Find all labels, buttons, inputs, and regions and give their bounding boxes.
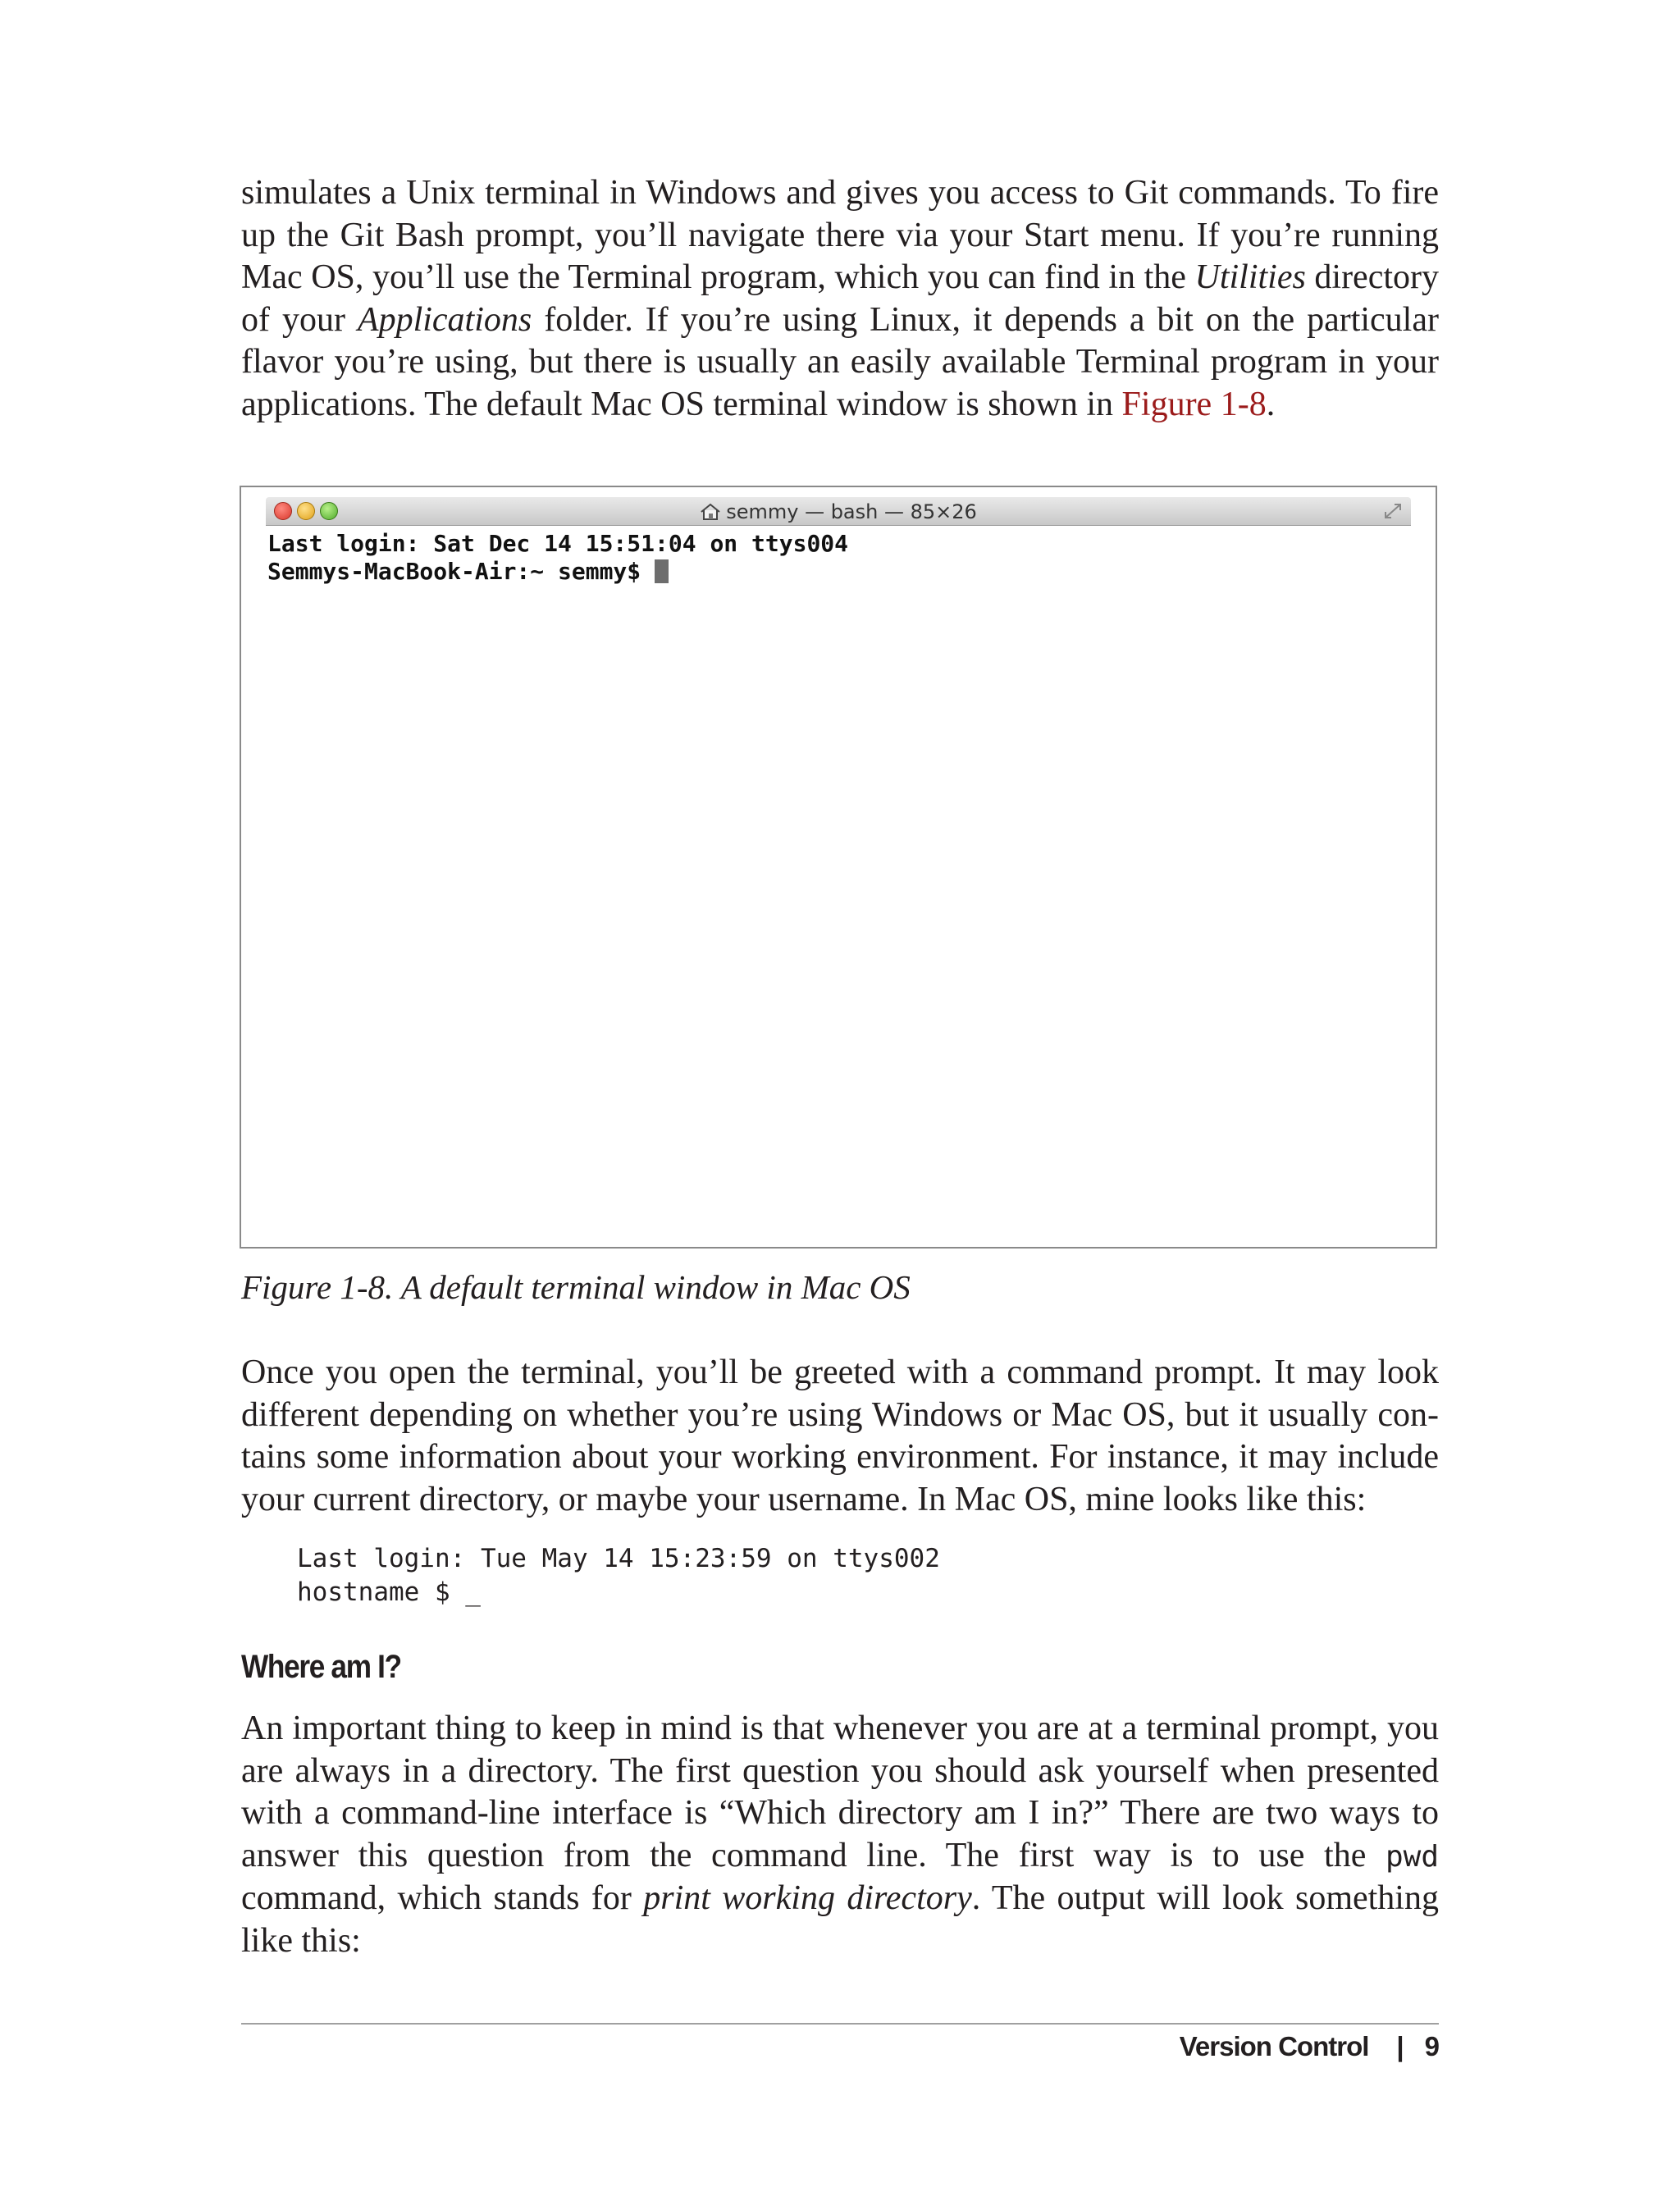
page-footer	[1180, 2031, 1439, 2062]
terminal-title-text: semmy — bash — 85×26	[726, 500, 977, 523]
code-line: Last login: Tue May 14 15:23:59 on ttys002	[297, 1544, 940, 1573]
terminal-window-figure	[240, 486, 1437, 1249]
terminal-output[interactable]	[267, 530, 848, 586]
figure-caption: Figure 1-8. A default terminal window in Mac OS	[241, 1268, 911, 1306]
paragraph-text: . The output will look something like this:	[241, 1879, 1439, 1960]
terminal-titlebar	[266, 497, 1411, 526]
page-body	[241, 172, 1439, 426]
terminal-cursor	[655, 559, 669, 583]
terminal-line-last-login: Last login: Sat Dec 14 15:51:04 on ttys004	[267, 530, 849, 557]
footer-separator: |	[1396, 2031, 1404, 2061]
paragraph-text: .	[1266, 385, 1276, 423]
terminal-prompt-line	[267, 558, 848, 586]
paragraph-command-prompt: Once you open the terminal, you’ll be greeted with a command prompt. It may look different depending on whether you’re using Windows or Mac OS, but it usually contains some information about your working environment. For instance, it may include your current directory, or maybe your username. In Mac OS, mine looks like this:	[241, 1354, 1439, 1518]
paragraph-text: directory of your	[241, 258, 1439, 339]
home-icon	[700, 503, 721, 521]
fullscreen-icon[interactable]	[1383, 502, 1403, 520]
paragraph-text: command, which stands for	[241, 1879, 644, 1917]
paragraph-text: folder. If you’re using Linux, it depends a bit on the particular flavor you’re using, but there is usually an easily available Terminal program in your applications. The default Mac OS terminal window is shown in	[241, 300, 1439, 423]
code-line: hostname $ _	[297, 1577, 481, 1607]
page-number: 9	[1424, 2031, 1439, 2061]
applications-emphasis: Applications	[357, 300, 532, 339]
utilities-emphasis: Utilities	[1194, 258, 1306, 296]
terminal-prompt: Semmys-MacBook-Air:~ semmy$	[267, 558, 655, 585]
section-heading: Where am I?	[241, 1649, 401, 1685]
figure-1-8-link[interactable]: Figure 1-8	[1121, 385, 1267, 423]
paragraph-where-am-i-wrapper	[241, 1708, 1439, 1962]
footer-section-title: Version Control	[1179, 2031, 1369, 2061]
paragraph-text: simulates a Unix terminal in Windows and gives you access to Git commands. To fire up the Git Bash prompt, you’ll navigate there via your Start menu. If you’re running Mac OS, you’ll use the Terminal program, which you can find in the	[241, 174, 1439, 296]
terminal-title	[266, 500, 1411, 523]
paragraph-text: An important thing to keep in mind is that whenever you are at a terminal prompt, you are always in a directory. The first question you should ask yourself when presented with a command-line interface is “Which directory am I in?” There are two ways to answer this question from the command line. The first way is to use the	[241, 1710, 1439, 1874]
footer-divider	[241, 2023, 1439, 2025]
paragraph-command-prompt-wrapper	[241, 1352, 1439, 1521]
code-block-prompt	[297, 1542, 940, 1609]
paragraph-where-am-i	[241, 1708, 1439, 1962]
print-working-directory-emphasis: print working directory	[643, 1879, 972, 1917]
paragraph-terminal-intro	[241, 172, 1439, 426]
pwd-inline-code: pwd	[1385, 1839, 1439, 1874]
